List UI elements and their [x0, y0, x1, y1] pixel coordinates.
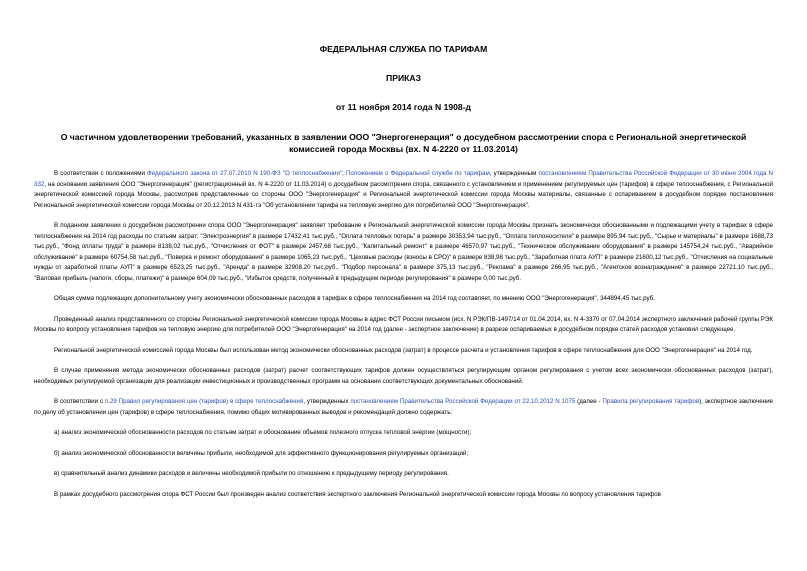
paragraph-claim: В поданном заявлении о досудебном рассмотрении спора ООО "Энергогенерация" заявляет требование к Региональной энергетической комиссии города Москвы признать экономически обоснованными и подлежащими учету в тарифах в сфере теплоснабжения на 2014 год расходы по статьям затрат: "Электроэнергия" в размере 17432,41 тыс.руб., "Оплата тепловых потерь" в размере 30353,94 тыс.руб., "Оплата теплоносителя" в размере 895,94 тыс.руб., "Сырье и материалы" в размере 1688,73 тыс.руб., "Фонд оплаты труда" в размере 8138,02 тыс.руб., "Отчисления от ФОТ" в размере 2457,68 тыс.руб., "Капитальный ремонт" в размере 46570,97 тыс.руб., "Техническое обслуживание оборудования" в размере 145754,24 тыс.руб., "Аварийное обслуживание" в размере 60754,58 тыс.руб., "Поверка и ремонт оборудования" в размере 1065,23 тыс.руб., "Цеховые расходы (взносы в СРО)" в размере 838,98 тыс.руб., "Заработная плата АУП" в размере 21600,12 тыс.руб., "Отчисления на социальные нужды от заработной платы АУП" в размере 6523,25 тыс.руб., "Аренда" в размере 32908,20 тыс.руб., "Подбор персонала" в размере 375,13 тыс.руб., "Реклама" в размере 266,95 тыс.руб., "Агентское вознаграждение" в размере 22721,10 тыс.руб., "Валовая прибыль (налоги, сборы, платежи)" в размере 604,09 тыс.руб., "Избыток средств, полученный в предыдущем периоде регулирования" в размере 0,00 тыс.руб.: [34, 222, 773, 282]
document-subject: О частичном удовлетворении требований, указанных в заявлении ООО "Энергогенерация" о досудебном рассмотрении спора с Региональной энергетической комиссией города Москвы (вх. N 4-2220 от 11.03.2014): [60, 132, 747, 154]
list-item-a: а) анализ экономической обоснованности расходов по статьям затрат и обоснование объемов полезного отпуска тепловой энергии (мощности);: [54, 429, 472, 436]
paragraph-analysis: Проведенный анализ представленного со стороны Региональной энергетической комиссии города Москвы в адрес ФСТ России письмом (исх. N РЭК/ПВ-1497/14 от 01.04.2014, вх. N 4-3370 от 07.04.2014 экспертного заключения рабочей группы РЭК Москвы по вопросу установления тарифов на тепловую энергию для потребителей ООО "Энергогенерация" на 2014 год (далее - экспертное заключение) в разрезе оспариваемых в досудебном порядке статей расходов установил следующее.: [34, 315, 773, 333]
paragraph-method: Региональной энергетической комиссией города Москвы был использован метод экономически обоснованных расходов (затрат) в процессе расчета и установления тарифов в сфере теплоснабжения для ООО "Энергогенерация" на 2014 год.: [54, 346, 753, 354]
document-type: ПРИКАЗ: [386, 73, 421, 83]
link-federal-law-190[interactable]: Федерального закона от 27.07.2010 N 190-ФЗ "О теплоснабжении": [147, 170, 343, 177]
p7-text-4: ), экспертное заключение по делу об установлении цен (тарифов) в сфере теплоснабжения, помимо общих мотивированных выводов и рекомендаций должно содержать:: [34, 398, 773, 416]
p7-text-1: В соответствии с: [54, 398, 105, 405]
list-item-b: б) анализ экономической обоснованности величины прибыли, необходимой для эффективного функционирования регулируемых организаций;: [54, 449, 469, 457]
p1-text-2: ;: [342, 170, 346, 177]
link-government-decree-332[interactable]: постановлением Правительства Российской Федерации от 30 июня 2004 года N 332: [34, 170, 773, 188]
paragraph-pretrial-review: В рамках досудебного рассмотрения спора ФСТ России был произведен анализ соответствия экспертного заключения Региональной энергетической комиссии города Москвы по вопросу установления тарифов: [54, 490, 661, 498]
link-rules-p29[interactable]: п.29 Правил регулирования цен (тарифов) в сфере теплоснабжения: [104, 398, 304, 405]
p1-text-3: , утвержденным: [489, 170, 539, 177]
document-header: [34, 44, 773, 113]
paragraph-legal-basis: [34, 169, 773, 211]
paragraph-total-sum: Общая сумма подлежащих дополнительному учету экономически обоснованных расходов в тарифах в сфере теплоснабжения на 2014 год составляет, по мнению ООО "Энергогенерация", 344894,45 тыс.руб.: [54, 295, 655, 302]
paragraph-rules: [34, 397, 773, 418]
link-tariff-rules[interactable]: Правила регулирования тарифов: [602, 398, 700, 405]
document-date: от 11 ноября 2014 года N 1908-д: [335, 102, 472, 112]
link-fst-regulation[interactable]: Положением о Федеральной службе по тарифам: [345, 170, 490, 177]
p7-text-3: (далее -: [575, 398, 603, 405]
paragraph-method-application: В случае применения метода экономически обоснованных расходов (затрат) расчет соответствующих тарифов должен осуществляться регулирующим органом регулирования с учетом всех экономически обоснованных расходов (затрат), необходимых регулируемой организации для реализации инвестиционных и производственных программ на основании соответствующих документальных обоснований.: [34, 367, 773, 385]
issuing-agency: ФЕДЕРАЛЬНАЯ СЛУЖБА ПО ТАРИФАМ: [319, 44, 488, 54]
p7-text-2: , утвержденных: [303, 398, 351, 405]
list-item-v: в) сравнительный анализ динамики расходов и величины необходимой прибыли по отношению к предыдущему периоду регулирования.: [54, 470, 449, 477]
link-government-decree-1075[interactable]: постановлением Правительства Российской Федерации от 22.10.2012 N 1075: [350, 398, 576, 405]
p1-text-4: , на основании заявления ООО "Энергогенерация" (регистрационный вх. N 4-2220 от 11.03.2014) о досудебном рассмотрении спора, связанного с установлением и применением регулируемых цен (тарифов) в сфере теплоснабжения, с Региональной энергетической комиссией города Москвы, рассмотрев представленные со стороны ООО "Энергогенерация" и Региональной энергетической комиссии города Москвы материалы, связанные с оспариванием в досудебном порядке постановления Региональной энергетической комиссии города Москвы от 20.12.2013 N 431-тэ "Об установлении тарифа на тепловую энергию для потребителей ООО "Энергогенерация".: [34, 180, 773, 209]
p1-text-1: В соответствии с положениями: [54, 170, 148, 177]
